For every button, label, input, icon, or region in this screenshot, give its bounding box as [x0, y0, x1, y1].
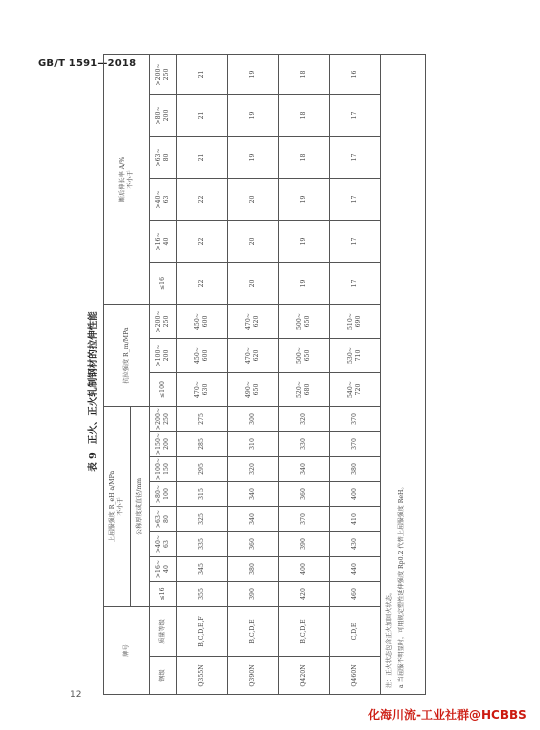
quality-grade-cell — [177, 607, 228, 657]
yield-cell-value: 295 — [198, 463, 206, 475]
yield-cell-value: 380 — [249, 563, 257, 575]
table-row — [279, 54, 330, 694]
yield-cell — [228, 432, 279, 457]
table-title: 正火、正火轧制钢材的拉伸性能 — [88, 311, 99, 445]
quality-grade-cell-value: B,C,D,E — [300, 619, 308, 644]
yield-cell — [330, 482, 381, 507]
yield-cell — [177, 582, 228, 607]
elongation-cell-value: 19 — [249, 70, 257, 79]
elongation-cell — [228, 178, 279, 220]
yield-cell — [177, 457, 228, 482]
elong-range — [150, 262, 177, 304]
elongation-cell-value: 19 — [300, 279, 308, 288]
standard-code: GB/T 1591—2018 — [38, 58, 137, 69]
elongation-cell-value: 18 — [300, 70, 308, 79]
yield-range-label: >16~ 40 — [155, 559, 170, 579]
yield-cell — [228, 507, 279, 532]
elongation-cell — [177, 178, 228, 220]
yield-cell — [279, 582, 330, 607]
yield-cell-value: 320 — [300, 413, 308, 425]
quality-grade-cell-value: B,C,D,E — [249, 619, 257, 644]
yield-cell-value: 335 — [198, 538, 206, 550]
tensile-cell — [279, 339, 330, 373]
elongation-cell — [330, 220, 381, 262]
elongation-cell — [330, 94, 381, 136]
yield-cell-value: 400 — [300, 563, 308, 575]
yield-range — [150, 532, 177, 557]
brand-header: 牌号 — [104, 607, 150, 695]
tensile-cell-value: 540~ 720 — [347, 381, 362, 398]
yield-range — [150, 407, 177, 432]
elongation-cell-value: 17 — [351, 279, 359, 288]
yield-cell — [177, 507, 228, 532]
table-row — [330, 54, 381, 694]
yield-cell-value: 355 — [198, 588, 206, 600]
yield-cell-value: 285 — [198, 438, 206, 450]
yield-cell-value: 390 — [249, 588, 257, 600]
yield-strength-sub: 不小于 — [117, 497, 124, 516]
elong-range-label: >63~ 80 — [155, 148, 170, 167]
yield-range-label: >40~ 63 — [155, 534, 170, 554]
yield-range — [150, 557, 177, 582]
tensile-cell — [228, 339, 279, 373]
elongation-cell-value: 22 — [198, 237, 206, 246]
tensile-cell — [279, 373, 330, 407]
yield-cell — [177, 407, 228, 432]
elongation-cell — [177, 262, 228, 304]
tensile-properties-table — [103, 54, 426, 695]
yield-cell — [330, 532, 381, 557]
yield-cell — [279, 432, 330, 457]
steel-grade-cell-value: Q460N — [351, 664, 359, 687]
yield-cell-value: 340 — [249, 513, 257, 525]
elongation-cell — [177, 54, 228, 94]
yield-cell-value: 460 — [351, 588, 359, 600]
yield-cell — [228, 532, 279, 557]
yield-cell-value: 410 — [351, 513, 359, 525]
tensile-cell — [228, 304, 279, 338]
tensile-cell-value: 500~ 650 — [296, 347, 311, 364]
tensile-cell-value: 500~ 650 — [296, 313, 311, 330]
elongation-cell-value: 18 — [300, 153, 308, 162]
elongation-cell — [279, 262, 330, 304]
tensile-cell-value: 490~ 650 — [245, 381, 260, 398]
elongation-cell — [228, 136, 279, 178]
elong-range — [150, 220, 177, 262]
tensile-cell — [177, 304, 228, 338]
elongation-cell-value: 17 — [351, 111, 359, 120]
elongation-cell — [177, 136, 228, 178]
elongation-cell — [330, 262, 381, 304]
elong-range — [150, 178, 177, 220]
elongation-cell — [228, 94, 279, 136]
elongation-cell-value: 20 — [249, 195, 257, 204]
steel-grade-cell-value: Q420N — [300, 664, 308, 687]
yield-range — [150, 507, 177, 532]
yield-range — [150, 432, 177, 457]
elongation-sub: 不小于 — [126, 170, 134, 189]
yield-cell-value: 315 — [198, 488, 206, 500]
table-notes — [381, 54, 426, 694]
tensile-cell-value: 530~ 710 — [347, 347, 362, 364]
yield-cell-value: 275 — [198, 413, 206, 425]
table-row — [228, 54, 279, 694]
elongation-cell — [228, 54, 279, 94]
yield-strength-header — [104, 407, 131, 607]
elongation-cell — [177, 94, 228, 136]
yield-cell-value: 440 — [351, 563, 359, 575]
tensile-cell — [177, 339, 228, 373]
elongation-cell-value: 21 — [198, 111, 206, 120]
yield-cell — [228, 457, 279, 482]
tensile-cell — [330, 339, 381, 373]
yield-cell-value: 400 — [351, 488, 359, 500]
yield-cell — [177, 432, 228, 457]
yield-cell — [330, 507, 381, 532]
elongation-cell — [330, 54, 381, 94]
yield-strength-title: 上屈服强度 R_eH a/MPa — [109, 470, 117, 543]
tensile-cell — [330, 373, 381, 407]
yield-cell — [279, 457, 330, 482]
steel-grade-cell-value: Q390N — [249, 664, 257, 687]
note-line: a 当屈服不明显时，可用规定塑性延伸强度 Rp0.2 代替上屈服强度 ReH。 — [397, 483, 405, 688]
elong-range-label: >16~ 40 — [155, 232, 170, 251]
quality-grade-cell-value: B,C,D,E,F — [198, 616, 206, 647]
yield-cell — [330, 457, 381, 482]
elongation-cell-value: 22 — [198, 195, 206, 204]
quality-grade-cell — [330, 607, 381, 657]
elongation-cell-value: 17 — [351, 237, 359, 246]
yield-range-label: >63~ 80 — [155, 509, 170, 529]
elong-range-label: >80~ 200 — [155, 106, 170, 125]
elongation-cell — [330, 136, 381, 178]
yield-cell-value: 430 — [351, 538, 359, 550]
elongation-cell-value: 20 — [249, 237, 257, 246]
yield-cell — [279, 482, 330, 507]
elongation-cell — [279, 136, 330, 178]
yield-range-label: >200~ 250 — [155, 407, 170, 431]
tensile-cell-value: 470~ 620 — [245, 347, 260, 364]
tensile-cell — [228, 373, 279, 407]
yield-cell-value: 420 — [300, 588, 308, 600]
yield-range-label: >80~ 100 — [155, 484, 170, 504]
tensile-cell — [177, 373, 228, 407]
elongation-cell-value: 18 — [300, 111, 308, 120]
elongation-cell-value: 17 — [351, 195, 359, 204]
rotated-table-area — [85, 63, 485, 695]
elongation-cell — [228, 262, 279, 304]
elongation-cell-value: 21 — [198, 153, 206, 162]
tensile-cell — [330, 304, 381, 338]
rotated-table-content — [85, 63, 485, 695]
yield-range-label: ≤16 — [159, 587, 167, 601]
quality-grade-header: 质量等级 — [150, 607, 177, 657]
yield-cell — [279, 532, 330, 557]
elongation-cell — [177, 220, 228, 262]
yield-cell-value: 320 — [249, 463, 257, 475]
tensile-range-label: ≤100 — [159, 381, 167, 398]
yield-cell-value: 325 — [198, 513, 206, 525]
yield-cell-value: 330 — [300, 438, 308, 450]
elongation-cell — [279, 94, 330, 136]
elongation-title: 断后伸长率 A/% — [118, 156, 126, 203]
tensile-range-label: >100~ 200 — [155, 344, 170, 367]
elongation-cell — [279, 54, 330, 94]
elongation-header — [104, 54, 150, 304]
table-body — [177, 54, 381, 694]
quality-grade-cell — [279, 607, 330, 657]
yield-cell — [228, 557, 279, 582]
yield-cell — [330, 432, 381, 457]
yield-cell — [228, 482, 279, 507]
yield-range-label: >100~ 150 — [155, 457, 170, 481]
yield-cell — [279, 557, 330, 582]
yield-cell-value: 360 — [249, 538, 257, 550]
table-row — [177, 54, 228, 694]
yield-cell-value: 380 — [351, 463, 359, 475]
tensile-cell-value: 450~ 600 — [194, 313, 209, 330]
elong-range — [150, 136, 177, 178]
yield-cell-value: 310 — [249, 438, 257, 450]
yield-cell — [279, 407, 330, 432]
yield-range — [150, 457, 177, 482]
yield-cell-value: 390 — [300, 538, 308, 550]
elongation-cell — [279, 178, 330, 220]
elongation-cell-value: 16 — [351, 70, 359, 79]
elongation-cell-value: 19 — [300, 237, 308, 246]
watermark-text: 化海川流-工业社群@HCBBS — [368, 708, 527, 722]
yield-cell — [330, 407, 381, 432]
yield-cell-value: 340 — [249, 488, 257, 500]
yield-range-label: >150~ 200 — [155, 432, 170, 456]
tensile-range — [150, 304, 177, 338]
elong-range-label: >40~ 63 — [155, 190, 170, 209]
elongation-cell-value: 19 — [300, 195, 308, 204]
yield-cell — [279, 507, 330, 532]
yield-range — [150, 582, 177, 607]
tensile-cell-value: 450~ 600 — [194, 347, 209, 364]
tensile-cell-value: 470~ 620 — [245, 313, 260, 330]
table-number: 表 9 — [88, 452, 99, 472]
yield-range — [150, 482, 177, 507]
elong-range — [150, 54, 177, 94]
elongation-cell-value: 19 — [249, 111, 257, 120]
elongation-cell — [228, 220, 279, 262]
steel-grade-cell — [228, 657, 279, 695]
steel-grade-cell — [330, 657, 381, 695]
tensile-cell — [279, 304, 330, 338]
quality-grade-cell-value: C,D,E — [351, 622, 359, 641]
yield-cell-value: 360 — [300, 488, 308, 500]
tensile-cell-value: 520~ 680 — [296, 381, 311, 398]
tensile-range — [150, 339, 177, 373]
steel-grade-cell-value: Q355N — [198, 664, 206, 687]
elongation-cell — [279, 220, 330, 262]
yield-cell-value: 300 — [249, 413, 257, 425]
elong-range-label: >200~ 250 — [155, 63, 170, 86]
note-line: 注：正火状态包含正火加回火状态。 — [386, 589, 393, 688]
elongation-cell-value: 17 — [351, 153, 359, 162]
yield-cell-value: 340 — [300, 463, 308, 475]
table-caption — [85, 80, 103, 695]
yield-cell — [228, 582, 279, 607]
elongation-cell-value: 21 — [198, 70, 206, 79]
yield-cell — [177, 532, 228, 557]
tensile-range-label: >200~ 250 — [155, 310, 170, 333]
elongation-cell-value: 19 — [249, 153, 257, 162]
thickness-header: 公称厚度或直径/mm — [131, 407, 150, 607]
steel-grade-header: 钢级 — [150, 657, 177, 695]
yield-cell — [330, 557, 381, 582]
yield-cell-value: 370 — [300, 513, 308, 525]
yield-cell-value: 345 — [198, 563, 206, 575]
steel-grade-cell — [177, 657, 228, 695]
yield-cell — [177, 482, 228, 507]
page-number: 12 — [70, 690, 82, 700]
elong-range-label: ≤16 — [159, 276, 167, 291]
elongation-cell — [330, 178, 381, 220]
yield-cell-value: 370 — [351, 438, 359, 450]
elong-range — [150, 94, 177, 136]
tensile-cell-value: 470~ 630 — [194, 381, 209, 398]
yield-cell — [330, 582, 381, 607]
tensile-cell-value: 510~ 690 — [347, 313, 362, 330]
tensile-strength-header: 抗拉强度 R_m/MPa — [104, 304, 150, 406]
tensile-range — [150, 373, 177, 407]
yield-cell — [228, 407, 279, 432]
yield-cell — [177, 557, 228, 582]
elongation-cell-value: 22 — [198, 279, 206, 288]
elongation-cell-value: 20 — [249, 279, 257, 288]
yield-cell-value: 370 — [351, 413, 359, 425]
steel-grade-cell — [279, 657, 330, 695]
quality-grade-cell — [228, 607, 279, 657]
